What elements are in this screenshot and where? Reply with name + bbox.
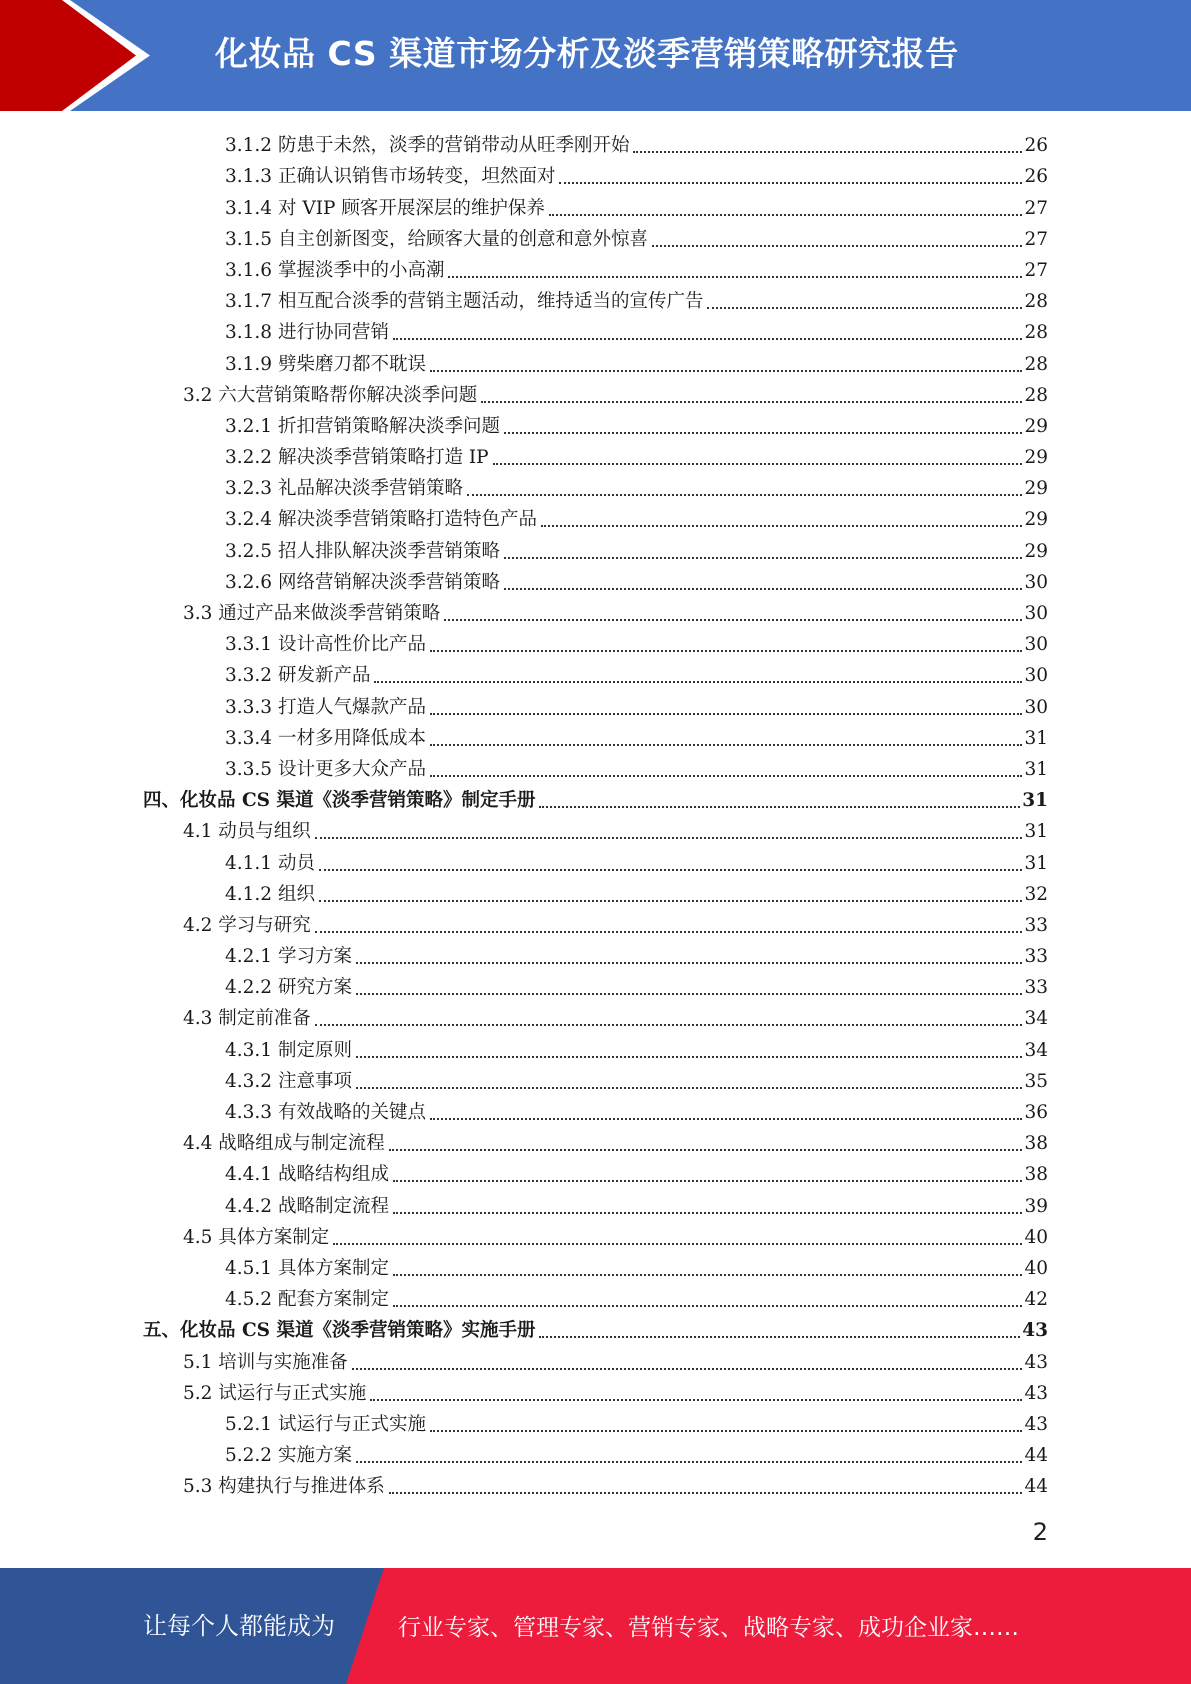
toc-entry[interactable] xyxy=(0,907,1191,938)
toc-entry-title: 3.1.4 对 VIP 顾客开展深层的维护保养 xyxy=(225,197,545,219)
toc-entry[interactable] xyxy=(0,844,1191,875)
toc-entry[interactable] xyxy=(0,876,1191,907)
toc-dot-leader xyxy=(393,1305,1022,1307)
toc-entry[interactable] xyxy=(0,345,1191,376)
toc-dot-leader xyxy=(319,869,1023,871)
toc-entry-page: 30 xyxy=(1024,571,1048,593)
toc-entry-page: 30 xyxy=(1024,634,1048,656)
toc-entry-title: 4.5 具体方案制定 xyxy=(183,1226,330,1248)
toc-entry-page: 38 xyxy=(1024,1164,1048,1186)
toc-dot-leader xyxy=(504,557,1022,559)
toc-entry[interactable] xyxy=(0,813,1191,844)
toc-entry-page: 42 xyxy=(1024,1289,1048,1311)
toc-entry-title: 3.1.3 正确认识销售市场转变，坦然面对 xyxy=(225,166,556,188)
toc-dot-leader xyxy=(444,619,1022,621)
toc-entry-title: 3.3.2 研发新产品 xyxy=(225,665,371,687)
toc-entry[interactable] xyxy=(0,1063,1191,1094)
toc-dot-leader xyxy=(430,713,1022,715)
toc-entry-page: 27 xyxy=(1024,259,1048,281)
toc-dot-leader xyxy=(539,1336,1020,1338)
toc-entry-page: 35 xyxy=(1024,1070,1048,1092)
toc-entry[interactable] xyxy=(0,1281,1191,1312)
toc-dot-leader xyxy=(539,806,1020,808)
toc-entry-title: 3.3 通过产品来做淡季营销策略 xyxy=(183,603,441,624)
toc-entry-title: 3.1.2 防患于未然，淡季的营销带动从旺季刚开始 xyxy=(225,135,630,157)
toc-entry-title: 3.2.1 折扣营销策略解决淡季问题 xyxy=(225,415,500,437)
toc-entry-page: 36 xyxy=(1024,1102,1048,1123)
toc-entry-page: 28 xyxy=(1024,353,1048,375)
toc-entry-title: 4.2.1 学习方案 xyxy=(225,946,352,968)
toc-entry-page: 26 xyxy=(1024,166,1048,188)
toc-dot-leader xyxy=(393,1274,1022,1276)
toc-entry-page: 40 xyxy=(1024,1226,1048,1248)
toc-entry-title: 3.1.8 进行协同营销 xyxy=(225,322,389,344)
toc-entry-page: 38 xyxy=(1024,1133,1048,1155)
toc-entry[interactable] xyxy=(0,720,1191,751)
toc-dot-leader xyxy=(333,1243,1022,1245)
toc-entry[interactable] xyxy=(0,221,1191,252)
toc-entry-title: 5.2 试运行与正式实施 xyxy=(183,1382,367,1404)
footer-slogan-right: 行业专家、管理专家、营销专家、战略专家、成功企业家…… xyxy=(398,1615,1019,1641)
toc-dot-leader xyxy=(374,681,1022,683)
toc-entry[interactable] xyxy=(0,657,1191,688)
toc-entry[interactable] xyxy=(0,1250,1191,1281)
toc-dot-leader xyxy=(430,650,1022,652)
toc-dot-leader xyxy=(559,182,1022,184)
report-title: 化妆品 CS 渠道市场分析及淡季营销策略研究报告 xyxy=(215,34,959,73)
footer-banner xyxy=(0,1568,1191,1684)
toc-entry-page: 44 xyxy=(1024,1476,1048,1498)
toc-entry-page: 30 xyxy=(1024,696,1048,718)
toc-entry-page: 43 xyxy=(1022,1320,1048,1342)
toc-entry-title: 3.3.4 一材多用降低成本 xyxy=(225,727,426,749)
toc-entry[interactable] xyxy=(0,252,1191,283)
toc-entry-page: 29 xyxy=(1024,478,1048,500)
toc-entry-page: 30 xyxy=(1024,665,1048,687)
toc-entry-page: 44 xyxy=(1024,1445,1048,1467)
toc-dot-leader xyxy=(430,775,1022,777)
toc-entry[interactable] xyxy=(0,1031,1191,1062)
toc-dot-leader xyxy=(315,931,1023,933)
toc-entry[interactable] xyxy=(0,595,1191,626)
toc-entry[interactable] xyxy=(0,969,1191,1000)
toc-entry-title: 4.1.2 组织 xyxy=(225,883,315,905)
toc-entry-title: 3.1.5 自主创新图变，给顾客大量的创意和意外惊喜 xyxy=(225,228,648,250)
toc-entry-page: 39 xyxy=(1024,1195,1048,1217)
toc-dot-leader xyxy=(393,1212,1022,1214)
toc-entry[interactable] xyxy=(0,1468,1191,1499)
footer-slogan-left: 让每个人都能成为 xyxy=(143,1612,335,1640)
toc-entry-page: 29 xyxy=(1024,447,1048,469)
toc-entry[interactable] xyxy=(0,1406,1191,1437)
toc-entry-title: 4.3.2 注意事项 xyxy=(225,1070,352,1092)
toc-dot-leader xyxy=(356,1461,1023,1463)
toc-entry-title: 5.3 构建执行与推进体系 xyxy=(183,1476,385,1498)
toc-dot-leader xyxy=(319,900,1023,902)
toc-entry[interactable] xyxy=(0,1000,1191,1031)
toc-entry[interactable] xyxy=(0,470,1191,501)
table-of-contents xyxy=(0,127,1191,1499)
toc-dot-leader xyxy=(504,432,1022,434)
toc-dot-leader xyxy=(467,494,1022,496)
toc-entry-title: 3.2.2 解决淡季营销策略打造 IP xyxy=(225,447,489,469)
toc-entry-page: 31 xyxy=(1022,790,1048,812)
toc-dot-leader xyxy=(493,463,1023,465)
toc-entry-page: 31 xyxy=(1024,758,1048,780)
toc-entry-page: 40 xyxy=(1024,1257,1048,1279)
toc-entry[interactable] xyxy=(0,127,1191,158)
toc-entry-title: 3.1.7 相互配合淡季的营销主题活动，维持适当的宣传广告 xyxy=(225,291,704,313)
toc-entry[interactable] xyxy=(0,688,1191,719)
header-banner xyxy=(0,0,1191,111)
toc-dot-leader xyxy=(389,1149,1023,1151)
toc-entry[interactable] xyxy=(0,1125,1191,1156)
toc-entry-page: 30 xyxy=(1024,603,1048,624)
toc-entry-title: 4.3.3 有效战略的关键点 xyxy=(225,1102,426,1123)
toc-entry-page: 43 xyxy=(1024,1413,1048,1435)
toc-entry-page: 27 xyxy=(1024,228,1048,250)
toc-entry-page: 43 xyxy=(1024,1351,1048,1373)
toc-entry-title: 3.2 六大营销策略帮你解决淡季问题 xyxy=(183,384,478,406)
toc-dot-leader xyxy=(430,1430,1022,1432)
toc-entry-page: 32 xyxy=(1024,883,1048,905)
toc-entry-page: 34 xyxy=(1024,1039,1048,1061)
toc-dot-leader xyxy=(352,1368,1023,1370)
toc-entry-title: 3.1.9 劈柴磨刀都不耽误 xyxy=(225,353,426,375)
toc-entry[interactable] xyxy=(0,626,1191,657)
toc-entry-page: 33 xyxy=(1024,946,1048,968)
toc-entry[interactable] xyxy=(0,532,1191,563)
chevron-arrow-icon xyxy=(0,0,170,111)
toc-entry[interactable] xyxy=(0,938,1191,969)
toc-dot-leader xyxy=(541,525,1022,527)
toc-dot-leader xyxy=(549,214,1023,216)
toc-entry-title: 4.2 学习与研究 xyxy=(183,914,311,936)
toc-entry-title: 5.1 培训与实施准备 xyxy=(183,1351,348,1373)
toc-dot-leader xyxy=(356,1056,1023,1058)
toc-entry-page: 27 xyxy=(1024,197,1048,219)
toc-entry-title: 3.3.3 打造人气爆款产品 xyxy=(225,696,426,718)
toc-entry[interactable] xyxy=(0,1094,1191,1125)
toc-entry-title: 五、化妆品 CS 渠道《淡季营销策略》实施手册 xyxy=(143,1320,536,1342)
toc-entry-title: 4.5.1 具体方案制定 xyxy=(225,1257,389,1279)
toc-entry[interactable] xyxy=(0,1312,1191,1343)
toc-entry-page: 29 xyxy=(1024,509,1048,531)
toc-entry-page: 31 xyxy=(1024,821,1048,843)
toc-dot-leader xyxy=(356,1087,1023,1089)
toc-entry[interactable] xyxy=(0,1156,1191,1187)
toc-entry-page: 26 xyxy=(1024,135,1048,157)
toc-entry-page: 34 xyxy=(1024,1008,1048,1030)
toc-entry[interactable] xyxy=(0,501,1191,532)
toc-entry-title: 4.1.1 动员 xyxy=(225,852,315,874)
toc-dot-leader xyxy=(393,338,1022,340)
toc-dot-leader xyxy=(633,151,1022,153)
toc-entry[interactable] xyxy=(0,751,1191,782)
toc-entry[interactable] xyxy=(0,283,1191,314)
toc-entry-page: 28 xyxy=(1024,291,1048,313)
toc-entry-page: 31 xyxy=(1024,727,1048,749)
toc-entry[interactable] xyxy=(0,377,1191,408)
toc-entry-title: 3.3.1 设计高性价比产品 xyxy=(225,634,426,656)
toc-entry-page: 43 xyxy=(1024,1382,1048,1404)
toc-entry[interactable] xyxy=(0,1187,1191,1218)
toc-dot-leader xyxy=(315,1024,1023,1026)
toc-dot-leader xyxy=(356,962,1023,964)
toc-entry-page: 29 xyxy=(1024,415,1048,437)
toc-entry[interactable] xyxy=(0,1219,1191,1250)
toc-entry-page: 29 xyxy=(1024,540,1048,562)
toc-entry-page: 33 xyxy=(1024,914,1048,936)
toc-entry[interactable] xyxy=(0,564,1191,595)
toc-entry-title: 3.2.5 招人排队解决淡季营销策略 xyxy=(225,540,500,562)
toc-entry-title: 3.2.6 网络营销解决淡季营销策略 xyxy=(225,571,500,593)
toc-entry-title: 3.2.3 礼品解决淡季营销策略 xyxy=(225,478,463,500)
toc-entry-title: 4.4.2 战略制定流程 xyxy=(225,1195,389,1217)
toc-entry-page: 28 xyxy=(1024,384,1048,406)
toc-entry[interactable] xyxy=(0,1375,1191,1406)
toc-entry[interactable] xyxy=(0,158,1191,189)
toc-entry-page: 33 xyxy=(1024,977,1048,999)
toc-entry-title: 4.1 动员与组织 xyxy=(183,821,311,843)
toc-entry-title: 3.1.6 掌握淡季中的小高潮 xyxy=(225,259,445,281)
toc-entry[interactable] xyxy=(0,314,1191,345)
toc-dot-leader xyxy=(707,307,1022,309)
toc-entry-title: 4.2.2 研究方案 xyxy=(225,977,352,999)
toc-entry-title: 4.5.2 配套方案制定 xyxy=(225,1289,389,1311)
page-number: 2 xyxy=(1032,1518,1048,1546)
toc-entry-title: 5.2.1 试运行与正式实施 xyxy=(225,1413,426,1435)
toc-dot-leader xyxy=(504,588,1022,590)
toc-entry-page: 31 xyxy=(1024,852,1048,874)
toc-dot-leader xyxy=(448,276,1022,278)
toc-dot-leader xyxy=(652,245,1022,247)
toc-entry[interactable] xyxy=(0,439,1191,470)
toc-dot-leader xyxy=(389,1492,1023,1494)
toc-dot-leader xyxy=(481,401,1022,403)
toc-entry-title: 4.4 战略组成与制定流程 xyxy=(183,1133,385,1155)
toc-entry[interactable] xyxy=(0,1343,1191,1374)
toc-entry-title: 4.4.1 战略结构组成 xyxy=(225,1164,389,1186)
toc-entry-page: 28 xyxy=(1024,322,1048,344)
toc-dot-leader xyxy=(315,837,1023,839)
toc-entry-title: 四、化妆品 CS 渠道《淡季营销策略》制定手册 xyxy=(143,790,536,812)
toc-dot-leader xyxy=(430,1118,1022,1120)
toc-dot-leader xyxy=(356,993,1023,995)
toc-entry[interactable] xyxy=(0,408,1191,439)
toc-entry-title: 4.3 制定前准备 xyxy=(183,1008,311,1030)
toc-entry-title: 5.2.2 实施方案 xyxy=(225,1445,352,1467)
toc-dot-leader xyxy=(430,370,1022,372)
toc-entry[interactable] xyxy=(0,1437,1191,1468)
toc-entry-title: 3.2.4 解决淡季营销策略打造特色产品 xyxy=(225,509,537,531)
toc-entry-title: 4.3.1 制定原则 xyxy=(225,1039,352,1061)
toc-entry-title: 3.3.5 设计更多大众产品 xyxy=(225,758,426,780)
toc-entry[interactable] xyxy=(0,782,1191,813)
toc-dot-leader xyxy=(393,1180,1022,1182)
toc-dot-leader xyxy=(370,1399,1022,1401)
toc-dot-leader xyxy=(430,744,1022,746)
toc-entry[interactable] xyxy=(0,189,1191,220)
